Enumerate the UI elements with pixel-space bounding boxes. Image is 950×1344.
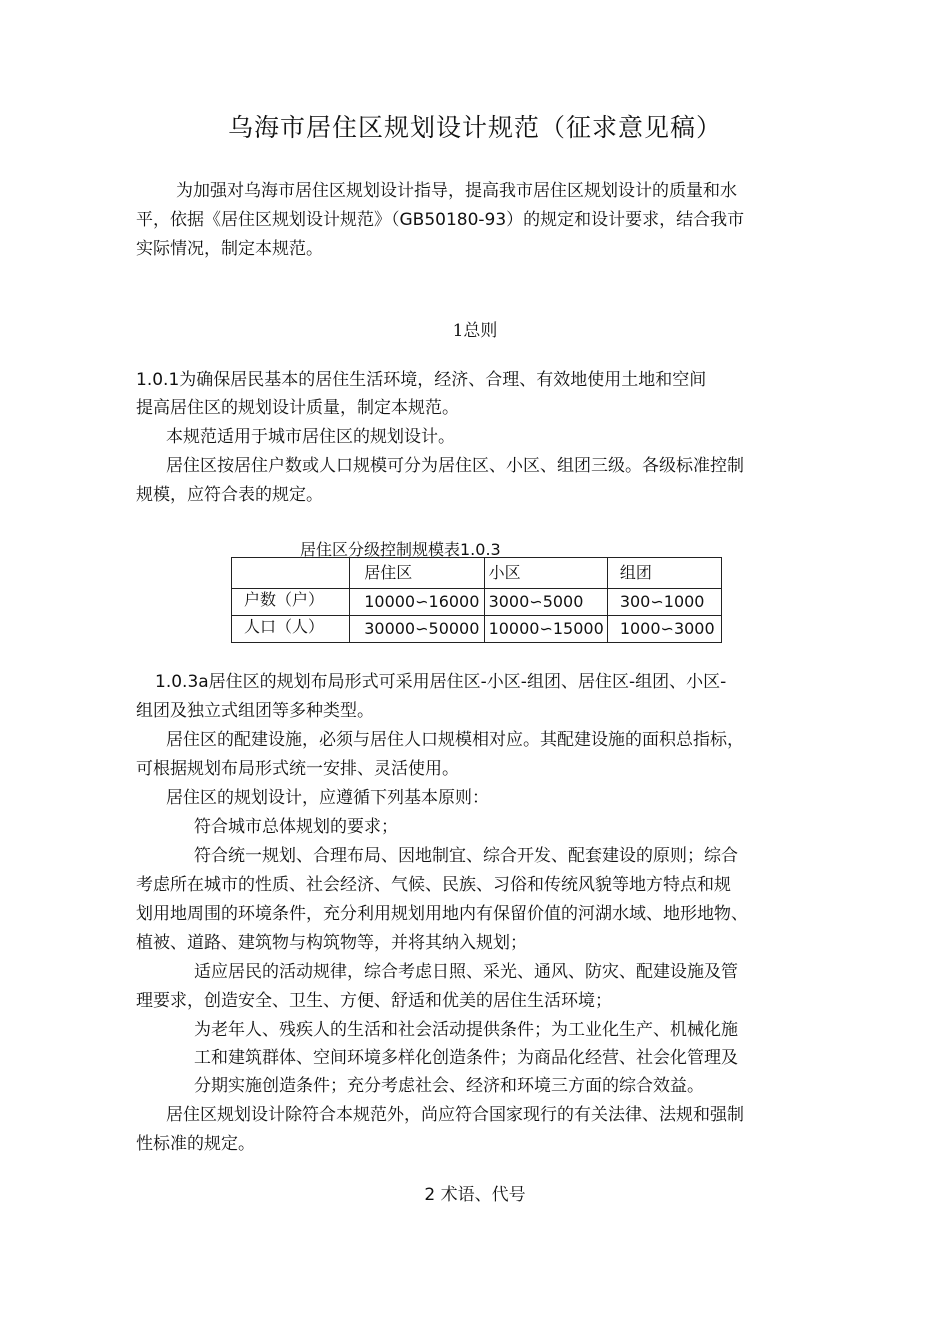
clause-facilities-line-1: 居住区的配建设施，必须与居住人口规模相对应。其配建设施的面积总指标， <box>166 730 744 750</box>
scale-control-table <box>231 557 722 643</box>
table-header-cell: 居住区 <box>350 558 484 589</box>
table-cell: 3000∽5000 <box>484 589 607 616</box>
intro-line-2: 平，依据《居住区规划设计规范》（GB50180-93）的规定和设计要求，结合我市 <box>136 210 745 230</box>
principle-2-line-2: 考虑所在城市的性质、社会经济、气候、民族、习俗和传统风貌等地方特点和规 <box>136 875 731 895</box>
clause-principles-intro: 居住区的规划设计，应遵循下列基本原则： <box>166 788 489 808</box>
principle-2-line-1: 符合统一规划、合理布局、因地制宜、综合开发、配套建设的原则；综合 <box>194 846 738 866</box>
clause-1-0-3a-line-1: 1.0.3a居住区的规划布局形式可采用居住区-小区-组团、居住区-组团、小区- <box>155 672 727 692</box>
clause-compliance-line-2: 性标准的规定。 <box>136 1134 255 1154</box>
document-title: 乌海市居住区规划设计规范（征求意见稿） <box>227 113 722 142</box>
table-cell: 300∽1000 <box>607 589 721 616</box>
section-2-heading: 2 术语、代号 <box>424 1185 526 1205</box>
clause-scope: 本规范适用于城市居住区的规划设计。 <box>166 427 455 447</box>
principle-2-line-4: 植被、道路、建筑物与构筑物等，并将其纳入规划； <box>136 933 527 953</box>
principle-4-line-3: 分期实施创造条件；充分考虑社会、经济和环境三方面的综合效益。 <box>194 1076 704 1096</box>
clause-facilities-line-2: 可根据规划布局形式统一安排、灵活使用。 <box>136 759 459 779</box>
table-header-row <box>232 558 722 589</box>
clause-levels-line-2: 规模，应符合表的规定。 <box>136 485 323 505</box>
table-header-cell: 组团 <box>607 558 721 589</box>
table-cell: 10000∽16000 <box>350 589 484 616</box>
table-row <box>232 616 722 643</box>
principle-1: 符合城市总体规划的要求； <box>194 817 398 837</box>
table-row-label: 人口（人） <box>232 616 350 643</box>
table-cell: 30000∽50000 <box>350 616 484 643</box>
principle-4-line-1: 为老年人、残疾人的生活和社会活动提供条件；为工业化生产、机械化施 <box>194 1020 738 1040</box>
intro-line-1: 为加强对乌海市居住区规划设计指导，提高我市居住区规划设计的质量和水 <box>176 181 737 201</box>
clause-1-0-1-line-2: 提高居住区的规划设计质量，制定本规范。 <box>136 398 459 418</box>
clause-1-0-1-line-1: 1.0.1为确保居民基本的居住生活环境，经济、合理、有效地使用土地和空间 <box>136 370 707 390</box>
principle-3-line-1: 适应居民的活动规律，综合考虑日照、采光、通风、防灾、配建设施及管 <box>194 962 738 982</box>
principle-2-line-3: 划用地周围的环境条件，充分利用规划用地内有保留价值的河湖水域、地形地物、 <box>136 904 748 924</box>
table-cell: 1000∽3000 <box>607 616 721 643</box>
table-header-cell: 小区 <box>484 558 607 589</box>
table-header-cell <box>232 558 350 589</box>
clause-levels-line-1: 居住区按居住户数或人口规模可分为居住区、小区、组团三级。各级标准控制 <box>166 456 744 476</box>
table-caption: 居住区分级控制规模表1.0.3 <box>300 540 501 559</box>
table-cell: 10000∽15000 <box>484 616 607 643</box>
intro-line-3: 实际情况，制定本规范。 <box>136 239 323 259</box>
clause-1-0-3a-line-2: 组团及独立式组团等多种类型。 <box>136 701 374 721</box>
section-1-heading: 1总则 <box>452 321 498 341</box>
principle-4-line-2: 工和建筑群体、空间环境多样化创造条件；为商品化经营、社会化管理及 <box>194 1048 738 1068</box>
table-row-label: 户数（户） <box>232 589 350 616</box>
table-row <box>232 589 722 616</box>
principle-3-line-2: 理要求，创造安全、卫生、方便、舒适和优美的居住生活环境； <box>136 991 612 1011</box>
clause-compliance-line-1: 居住区规划设计除符合本规范外，尚应符合国家现行的有关法律、法规和强制 <box>166 1105 744 1125</box>
